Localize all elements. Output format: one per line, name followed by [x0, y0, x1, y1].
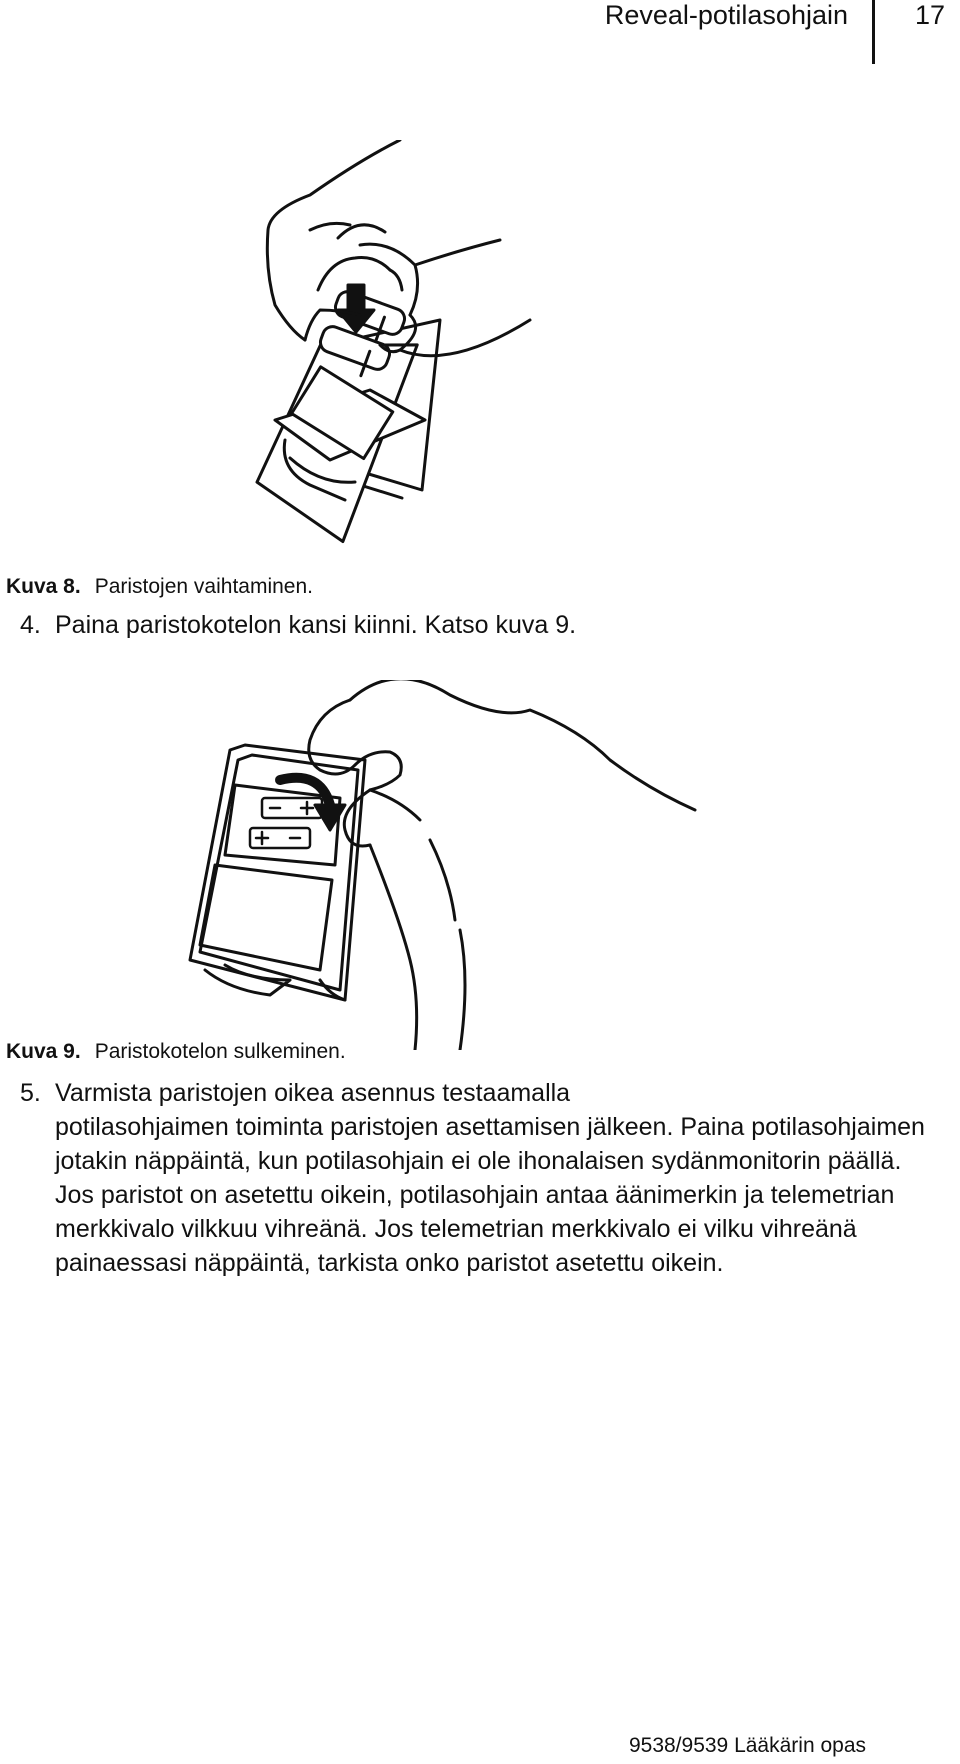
step-5-first-line: Varmista paristojen oikea asennus testaamalla	[55, 1079, 571, 1107]
step-5-number: 5.	[20, 1079, 41, 1107]
figure-8-illustration	[250, 140, 580, 560]
figure-9-label: Kuva 9.	[6, 1040, 81, 1063]
figure-9-caption-text: Paristokotelon sulkeminen.	[94, 1040, 346, 1063]
figure-9-illustration	[170, 680, 720, 1050]
step-5	[20, 1076, 570, 1110]
step-4-number: 4.	[20, 611, 41, 639]
hand-icon	[309, 680, 695, 1050]
footer-document-title: 9538/9539 Lääkärin opas	[628, 1734, 866, 1757]
header-divider	[872, 0, 875, 64]
running-header-title: Reveal-potilasohjain	[604, 0, 848, 30]
page-number: 17	[914, 0, 945, 30]
step-4	[20, 608, 576, 642]
figure-8-caption-text: Paristojen vaihtaminen.	[94, 575, 313, 598]
step-5-body: potilasohjaimen toiminta paristojen asettamisen jälkeen. Paina potilasohjaimen jotakin näppäintä, kun potilasohjain ei ole ihonalaisen sydänmonitorin päällä. Jos paristot on asetettu oikein, potilasohjain antaa äänimerkin ja telemetrian merkkivalo vilkkuu vihreänä. Jos telemetrian merkkivalo ei vilku vihreänä painaessasi näppäintä, tarkista onko paristot asetettu oikein.	[55, 1113, 925, 1277]
step-4-text: Paina paristokotelon kansi kiinni. Katso kuva 9.	[55, 611, 577, 639]
figure-8-label: Kuva 8.	[6, 575, 81, 598]
figure-9-caption	[6, 1040, 346, 1064]
figure-8-caption	[6, 575, 313, 599]
